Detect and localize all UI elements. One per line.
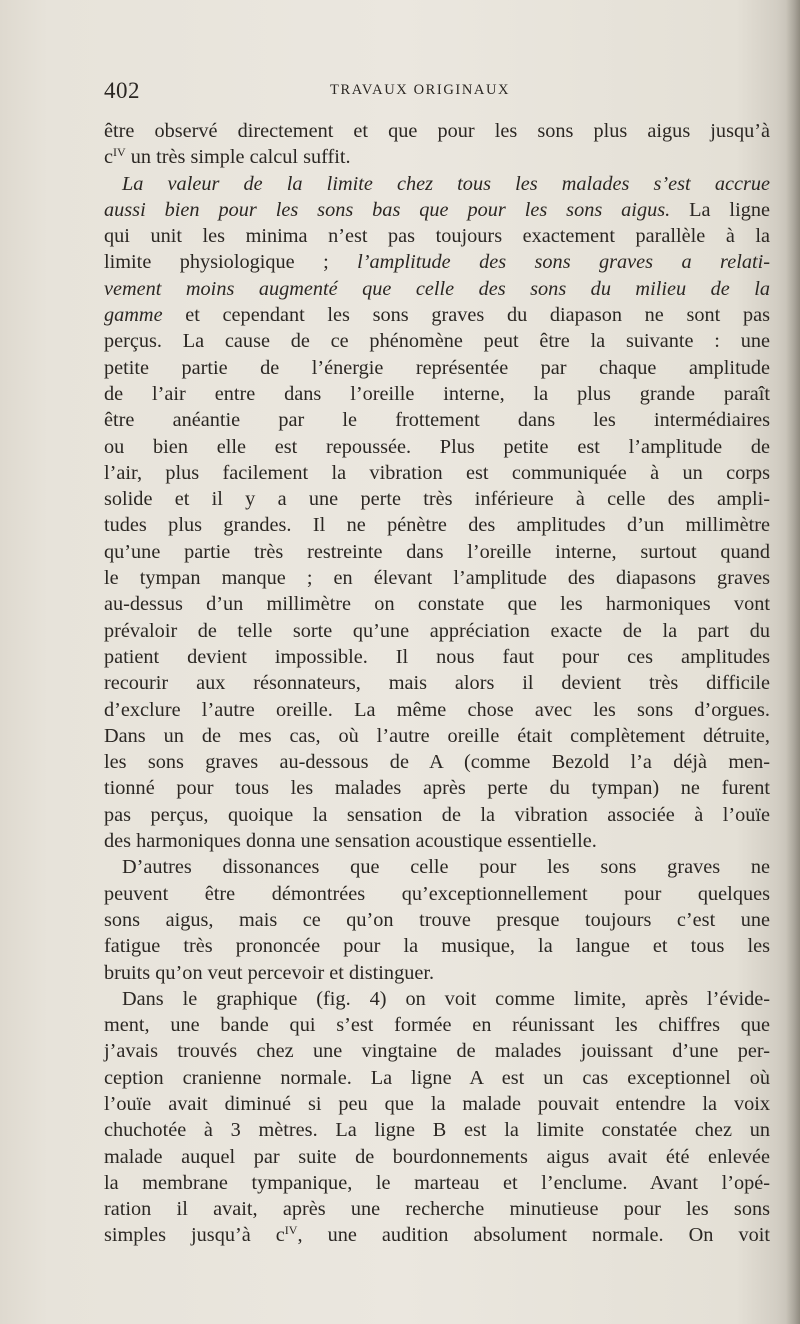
text-line [104, 1144, 770, 1170]
text-segment: la membrane tympanique, le marteau et l’enclume. Avant l’opé- [104, 1171, 770, 1194]
text-segment: ou bien elle est repoussée. Plus petite est l’amplitude de [104, 435, 770, 458]
text-segment: patient devient impossible. Il nous faut pour ces amplitudes [104, 645, 770, 668]
text-segment: et cependant les sons graves du diapason ne sont pas [162, 304, 770, 327]
running-title: TRAVAUX ORIGINAUX [330, 82, 511, 98]
text-line [104, 1065, 770, 1091]
italic-text: vement moins augmenté que celle des sons du milieu de la [104, 277, 770, 300]
text-segment: Dans le graphique (fig. 4) on voit comme limite, après l’évide- [122, 987, 770, 1010]
text-line [104, 933, 770, 959]
superscript: IV [113, 145, 126, 160]
text-segment: être anéantie par le frottement dans les intermédiaires [104, 409, 770, 432]
text-line [104, 828, 770, 854]
text-line [104, 539, 770, 565]
text-segment: malade auquel par suite de bourdonnements aigus avait été enlevée [104, 1145, 770, 1168]
text-line [104, 749, 770, 775]
text-segment: qu’une partie très restreinte dans l’oreille interne, surtout quand [104, 540, 770, 563]
text-line [104, 302, 770, 328]
text-line [104, 802, 770, 828]
text-line [104, 434, 770, 460]
text-line [104, 407, 770, 433]
italic-text: La valeur de la limite chez tous les malades s’est accrue [122, 172, 770, 195]
text-line [104, 775, 770, 801]
text-segment: Dans un de mes cas, où l’autre oreille était complètement détruite, [104, 724, 770, 747]
text-line [104, 381, 770, 407]
italic-text: gamme [104, 304, 163, 327]
text-line [104, 1170, 770, 1196]
page-edge-shadow [786, 0, 800, 1324]
text-line [104, 723, 770, 749]
text-segment: j’avais trouvés chez une vingtaine de malades jouissant d’une per- [104, 1040, 770, 1063]
text-segment: peuvent être démontrées qu’exceptionnellement pour quelques [104, 882, 770, 905]
text-segment: sons aigus, mais ce qu’on trouve presque toujours c’est une [104, 908, 770, 931]
text-segment: tionné pour tous les malades après perte du tympan) ne furent [104, 777, 770, 800]
page-number: 402 [104, 78, 140, 103]
text-segment: de l’air entre dans l’oreille interne, la plus grande paraît [104, 382, 770, 405]
text-line [104, 1117, 770, 1143]
text-segment: , une audition absolument normale. On voit [297, 1224, 770, 1247]
text-segment: ception cranienne normale. La ligne A est un cas exceptionnel où [104, 1066, 770, 1089]
text-segment: ment, une bande qui s’est formée en réunissant les chiffres que [104, 1014, 770, 1037]
text-line [104, 197, 770, 223]
text-segment: les sons graves au-dessous de A (comme Bezold l’a déjà men- [104, 751, 770, 774]
text-segment: bruits qu’on veut percevoir et distinguer. [104, 961, 435, 984]
text-line [104, 512, 770, 538]
text-line [104, 907, 770, 933]
text-line [104, 854, 770, 880]
text-line [104, 881, 770, 907]
text-segment: des harmoniques donna une sensation acoustique essentielle. [104, 830, 597, 853]
text-line [104, 1196, 770, 1222]
text-segment: petite partie de l’énergie représentée par chaque amplitude [104, 356, 770, 379]
text-line [104, 1222, 770, 1248]
text-line [104, 276, 770, 302]
text-line [104, 171, 770, 197]
text-segment: c [104, 146, 114, 169]
text-line [104, 565, 770, 591]
text-line [104, 1012, 770, 1038]
text-line [104, 249, 770, 275]
text-line [104, 144, 770, 170]
text-segment: l’air, plus facilement la vibration est communiquée à un corps [104, 461, 770, 484]
text-line [104, 355, 770, 381]
text-segment: tudes plus grandes. Il ne pénètre des amplitudes d’un millimètre [104, 514, 770, 537]
text-segment: chuchotée à 3 mètres. La ligne B est la limite constatée chez un [104, 1119, 770, 1142]
italic-text: aussi bien pour les sons bas que pour les sons aigus. [104, 198, 671, 221]
text-segment: perçus. La cause de ce phénomène peut être la suivante : une [104, 330, 770, 353]
text-line [104, 1091, 770, 1117]
text-segment: pas perçus, quoique la sensation de la vibration associée à l’ouïe [104, 803, 770, 826]
text-line [104, 223, 770, 249]
text-line [104, 591, 770, 617]
text-line [104, 670, 770, 696]
text-segment: ration il avait, après une recherche minutieuse pour les sons [104, 1198, 770, 1221]
text-line [104, 697, 770, 723]
text-line [104, 960, 770, 986]
body-text [104, 118, 770, 1249]
text-segment: l’ouïe avait diminué si peu que la malade pouvait entendre la voix [104, 1092, 770, 1115]
text-line [104, 118, 770, 144]
text-segment: être observé directement et que pour les sons plus aigus jusqu’à [104, 120, 770, 142]
superscript: IV [284, 1223, 298, 1238]
text-segment: qui unit les minima n’est pas toujours exactement parallèle à la [104, 225, 770, 248]
running-head [104, 78, 774, 108]
text-line [104, 986, 770, 1012]
text-line [104, 1038, 770, 1064]
text-segment: recourir aux résonnateurs, mais alors il devient très difficile [104, 672, 770, 695]
text-line [104, 460, 770, 486]
text-segment: limite physiologique ; [104, 251, 358, 274]
text-line [104, 618, 770, 644]
text-segment: simples jusqu’à c [104, 1224, 285, 1247]
text-line [104, 328, 770, 354]
text-line [104, 644, 770, 670]
text-segment: prévaloir de telle sorte qu’une appréciation exacte de la part du [104, 619, 770, 642]
text-segment: au-dessus d’un millimètre on constate que les harmoniques vont [104, 593, 770, 616]
text-segment: D’autres dissonances que celle pour les sons graves ne [122, 856, 770, 879]
text-segment: le tympan manque ; en élevant l’amplitude des diapasons graves [104, 567, 770, 590]
text-segment: d’exclure l’autre oreille. La même chose avec les sons d’orgues. [104, 698, 770, 721]
text-segment: La ligne [670, 198, 770, 221]
text-segment: un très simple calcul suffit. [125, 146, 351, 169]
text-line [104, 486, 770, 512]
text-segment: fatigue très prononcée pour la musique, la langue et tous les [104, 935, 770, 958]
text-segment: solide et il y a une perte très inférieure à celle des ampli- [104, 488, 770, 511]
italic-text: l’amplitude des sons graves a relati- [357, 251, 770, 274]
